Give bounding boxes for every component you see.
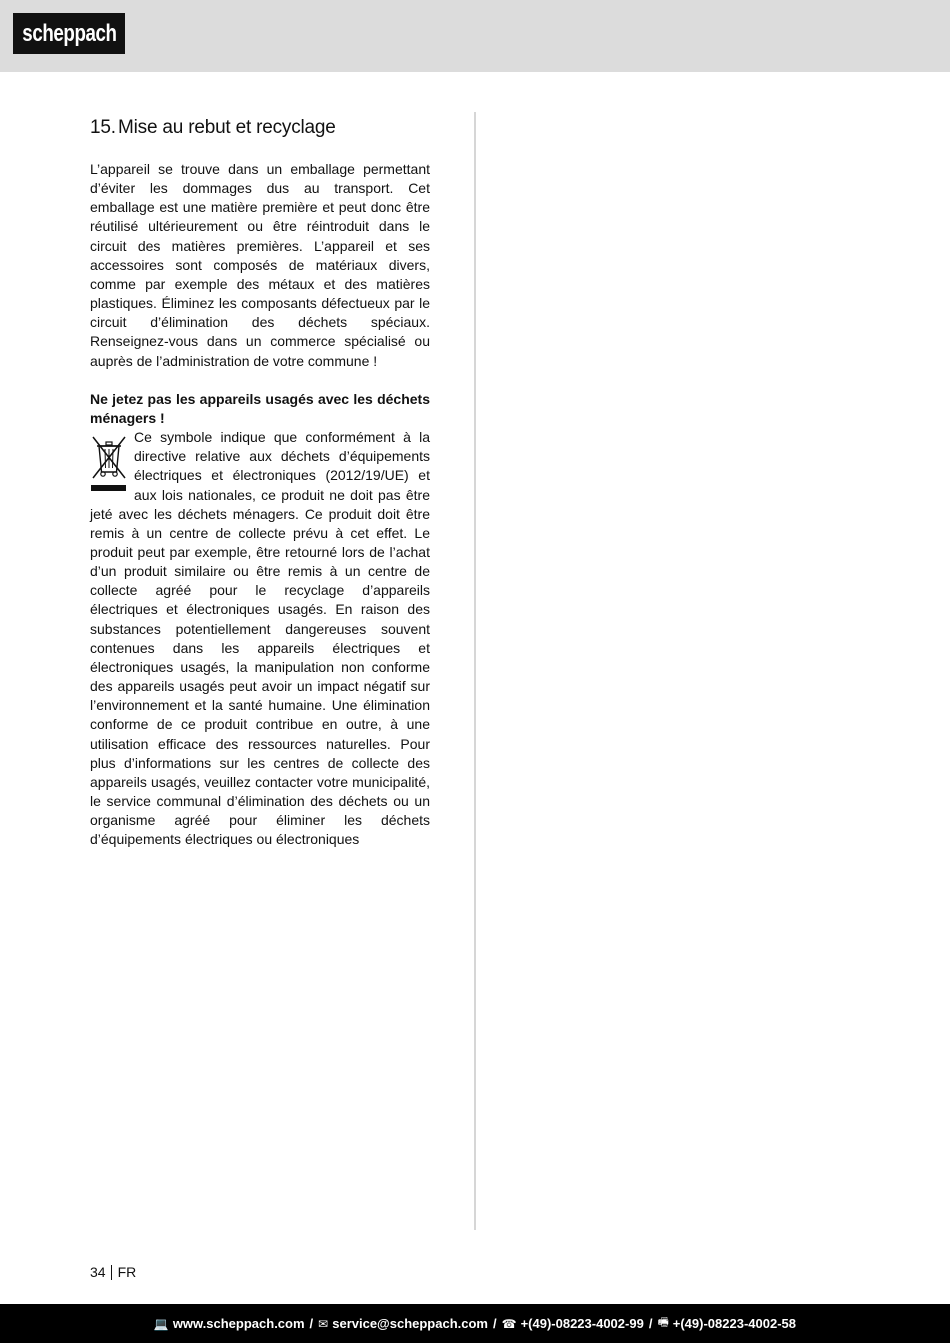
brand-logo — [13, 13, 125, 54]
footer-email-text[interactable]: service@scheppach.com — [332, 1316, 488, 1331]
main-column — [90, 116, 430, 849]
footer-phone[interactable] — [502, 1316, 644, 1331]
section-number: 15. — [90, 117, 116, 138]
page-number-separator — [111, 1265, 112, 1280]
footer-separator: / — [309, 1316, 314, 1331]
warning-heading: Ne jetez pas les appareils usagés avec les déchets ménagers ! — [90, 390, 430, 426]
weee-paragraph: Ce symbole indique que conformément à la directive relative aux déchets d’équipements électriques et électroniques (2012/19/UE) et aux lois nationales, ce produit ne doit pas être jeté avec les déchets ménagers. Ce produit doit être remis à un centre de collecte prévu à cet effet. Le produit peut par exemple, être retourné lors de l’achat d’un produit similaire ou être remis à un centre de collecte agréé pour le recyclage d’appareils électriques et électroniques usagés. En raison des substances potentiellement dangereuses souvent contenues dans les appareils électriques et électroniques usagés, la manipulation non conforme des appareils usagés peut avoir un impact négatif sur l’environnement et la santé humaine. Une élimination conforme de ce produit contribue en outre, à une utilisation efficace des ressources naturelles. Pour plus d’informations sur les centres de collecte des appareils usagés, veuillez contacter votre municipalité, le service communal d’élimination des déchets ou un organisme agréé pour éliminer les déchets d’équipements électriques ou électroniques — [90, 429, 430, 848]
footer-fax-text: +(49)-08223-4002-58 — [672, 1316, 796, 1331]
fax-icon: 🖷 — [657, 1315, 669, 1329]
paragraph-gap — [90, 371, 430, 390]
footer-website[interactable] — [154, 1316, 305, 1331]
footer-email[interactable] — [318, 1316, 488, 1331]
section-title: Mise au rebut et recyclage — [118, 117, 336, 138]
footer-separator: / — [648, 1316, 653, 1331]
page-number — [90, 1264, 136, 1280]
footer-phone-text[interactable]: +(49)-08223-4002-99 — [520, 1316, 644, 1331]
footer-fax — [657, 1313, 796, 1334]
computer-icon: 💻 — [153, 1316, 169, 1331]
email-icon: ✉ — [318, 1316, 329, 1331]
page-language: FR — [117, 1264, 137, 1280]
brand-logo-text: scheppach — [21, 19, 117, 47]
crossed-out-wheelie-bin-icon — [90, 434, 128, 492]
footer-contact-bar — [0, 1304, 950, 1343]
column-divider — [474, 112, 476, 1230]
page-number-value: 34 — [90, 1264, 106, 1280]
weee-block — [90, 428, 430, 849]
intro-paragraph: L’appareil se trouve dans un emballage permettant d’éviter les dommages dus au transport. Cet emballage est une matière première et peut donc être réutilisé ultérieurement ou être réintroduit dans le circuit des matières premières. L’appareil et ses accessoires sont composés de matériaux divers, comme par exemple des métaux et des matières plastiques. Éliminez les composants défectueux par le circuit d’élimination des déchets spéciaux. Renseignez-vous dans un commerce spécialisé ou auprès de l’administration de votre commune ! — [90, 161, 430, 369]
section-heading — [90, 116, 430, 140]
footer-website-text[interactable]: www.scheppach.com — [172, 1316, 305, 1331]
phone-icon: ☎ — [501, 1316, 517, 1331]
footer-separator: / — [493, 1316, 497, 1331]
header-band — [0, 0, 950, 72]
